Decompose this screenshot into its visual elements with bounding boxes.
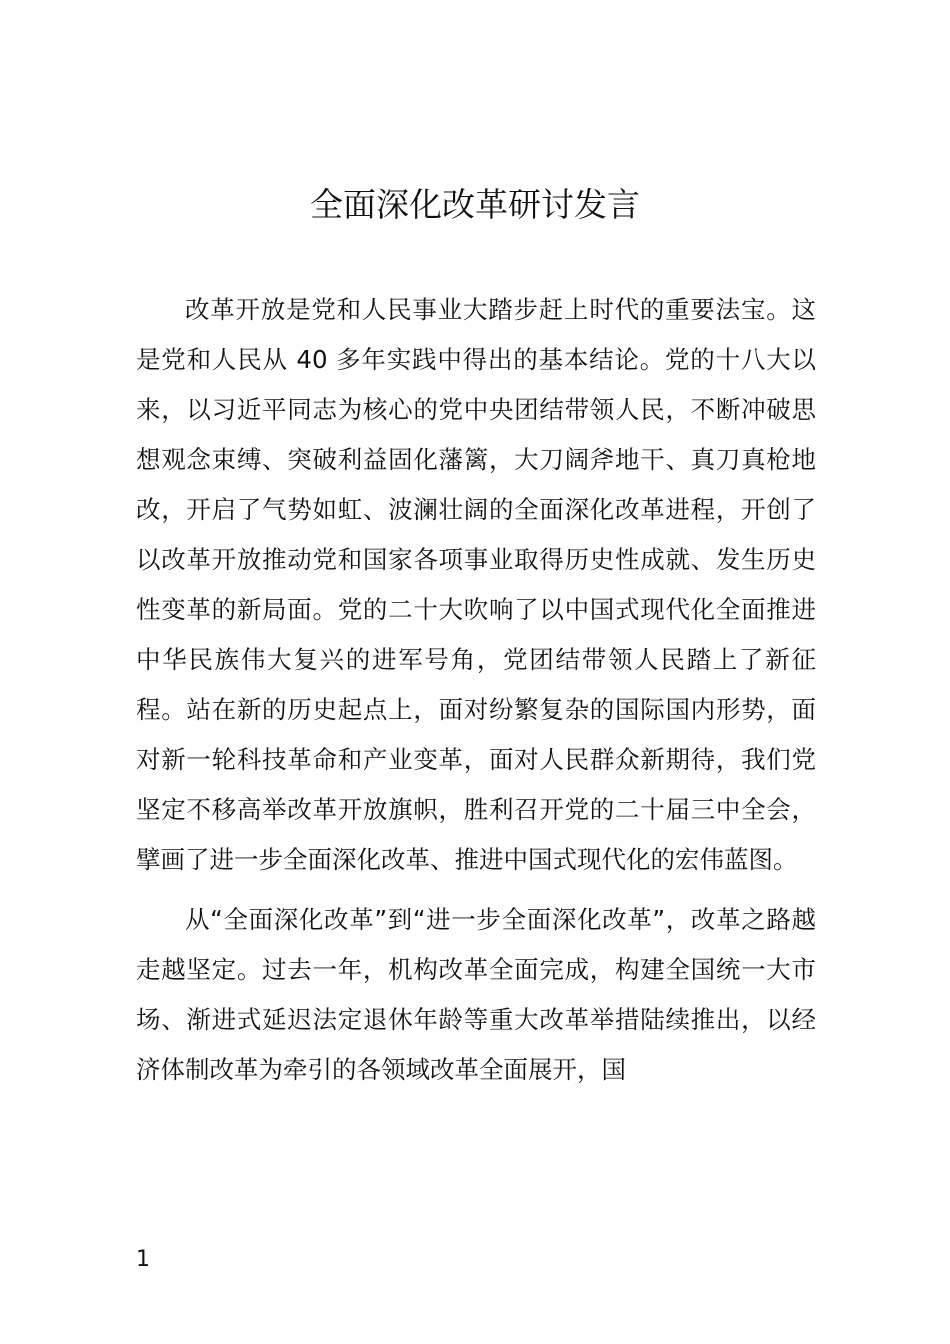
page-title: 全面深化改革研讨发言 (310, 185, 640, 224)
page-number: 1 (136, 1247, 150, 1272)
paragraph-1: 改革开放是党和人民事业大踏步赶上时代的重要法宝。这是党和人民从 40 多年实践中得出的基本结论。党的十八大以来，以习近平同志为核心的党中央团结带领人民，不断冲破思想观念束缚、突破利益固化藩篱，大刀阔斧地干、真刀真枪地改，开启了气势如虹、波澜壮阔的全面深化改革进程，开创了以改革开放推动党和国家各项事业取得历史性成就、发生历史性变革的新局面。党的二十大吹响了以中国式现代化全面推进中华民族伟大复兴的进军号角，党团结带领人民踏上了新征程。站在新的历史起点上，面对纷繁复杂的国际国内形势，面对新一轮科技革命和产业变革，面对人民群众新期待，我们党坚定不移高举改革开放旗帜，胜利召开党的二十届三中全会，擘画了进一步全面深化改革、推进中国式现代化的宏伟蓝图。 (136, 295, 816, 874)
document-body (136, 285, 816, 1105)
paragraph-2: 从“全面深化改革”到“进一步全面深化改革”，改革之路越走越坚定。过去一年，机构改革全面完成，构建全国统一大市场、渐进式延迟法定退休年龄等重大改革举措陆续推出，以经济体制改革为牵引的各领域改革全面展开，国 (136, 905, 816, 1084)
